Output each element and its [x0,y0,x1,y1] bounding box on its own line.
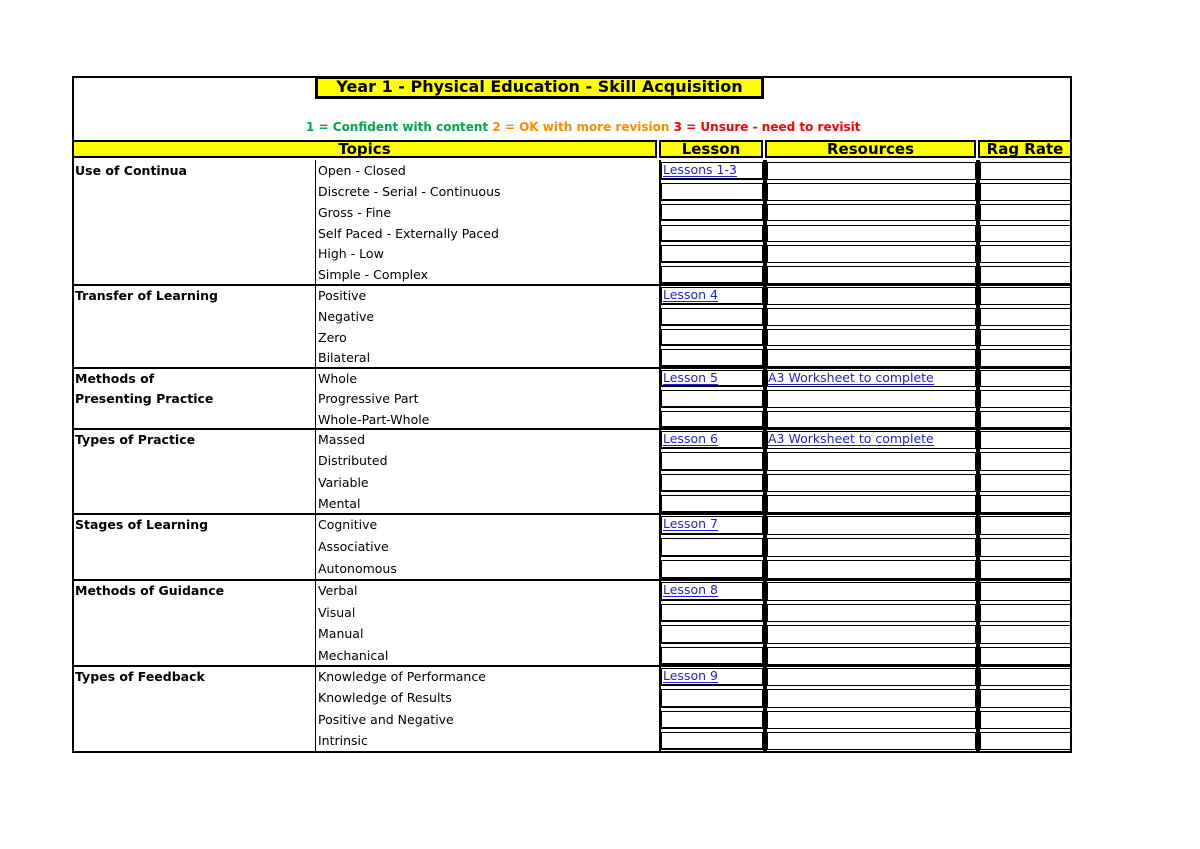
lesson-cell[interactable] [661,204,763,222]
lesson-link[interactable]: Lesson 4 [663,287,718,302]
topic-item: Zero [318,329,347,345]
topic-item: Discrete - Serial - Continuous [318,183,501,199]
rag-rate-cell[interactable] [980,495,1071,513]
header-topics: Topics [72,140,657,158]
lesson-cell[interactable] [661,308,763,326]
resources-cell[interactable] [767,411,976,428]
topic-item: Knowledge of Performance [318,669,486,684]
rag-rate-cell[interactable] [980,431,1071,449]
rag-rate-cell[interactable] [980,625,1071,644]
lesson-link[interactable]: Lesson 8 [663,582,718,597]
topic-item: Mechanical [318,647,389,663]
resources-cell[interactable] [767,689,976,707]
rag-rate-cell[interactable] [980,538,1071,557]
rag-rate-cell[interactable] [980,411,1071,428]
lesson-cell[interactable] [661,266,763,284]
resources-cell[interactable] [767,162,976,180]
category-label: Use of Continua [75,163,187,178]
rag-rate-cell[interactable] [980,329,1071,347]
rag-rate-cell[interactable] [980,390,1071,407]
lesson-link[interactable]: Lesson 7 [663,516,718,531]
resources-cell[interactable] [767,604,976,623]
lesson-cell[interactable] [661,732,763,750]
category-label: Types of Feedback [75,669,205,684]
lesson-cell[interactable] [661,689,763,707]
resources-cell[interactable] [767,204,976,222]
rag-rate-cell[interactable] [980,204,1071,222]
group-divider [72,513,1072,515]
resources-cell[interactable] [767,711,976,729]
resources-cell[interactable] [767,732,976,750]
topic-item: Associative [318,539,389,554]
lesson-link[interactable]: Lesson 6 [663,431,718,446]
topic-item: Whole-Part-Whole [318,411,430,427]
rag-rate-cell[interactable] [980,308,1071,326]
legend-confident: 1 = Confident with content [306,120,489,134]
topic-item: Progressive Part [318,391,419,407]
topic-item: Distributed [318,453,388,469]
header-resources: Resources [765,140,976,158]
group-divider [72,665,1072,667]
resources-cell[interactable] [767,582,976,601]
resources-cell[interactable] [767,647,976,666]
lesson-cell[interactable] [661,390,763,407]
category-label: Presenting Practice [75,391,214,407]
lesson-cell[interactable] [661,538,763,557]
topic-item: Mental [318,495,361,511]
sheet-title: Year 1 - Physical Education - Skill Acquisition [315,76,764,99]
lesson-cell[interactable] [661,495,763,513]
category-label: Transfer of Learning [75,288,218,303]
rag-rate-cell[interactable] [980,225,1071,243]
rag-rate-cell[interactable] [980,245,1071,263]
resources-cell[interactable] [767,266,976,284]
rag-rate-cell[interactable] [980,668,1071,686]
topic-item: Autonomous [318,561,397,576]
topic-item: Visual [318,604,356,620]
resource-link[interactable]: A3 Worksheet to complete [768,431,934,446]
resources-cell[interactable] [767,308,976,326]
rag-rate-cell[interactable] [980,474,1071,492]
lesson-cell[interactable] [661,349,763,367]
group-divider [72,367,1072,369]
category-label: Methods of [75,371,155,386]
topic-item: Positive and Negative [318,711,454,727]
lesson-cell[interactable] [661,225,763,243]
resources-cell[interactable] [767,183,976,201]
rag-rate-cell[interactable] [980,370,1071,387]
rag-rate-cell[interactable] [980,287,1071,305]
resources-cell[interactable] [767,474,976,492]
topic-item: Negative [318,308,375,324]
resources-cell[interactable] [767,349,976,367]
rag-rate-cell[interactable] [980,452,1071,470]
topic-item: Bilateral [318,350,371,366]
resources-cell[interactable] [767,329,976,347]
lesson-link[interactable]: Lesson 5 [663,370,718,385]
lesson-link[interactable]: Lesson 9 [663,668,718,683]
rag-rate-cell[interactable] [980,732,1071,750]
lesson-cell[interactable] [661,625,763,644]
topic-item: Manual [318,626,364,641]
lesson-cell[interactable] [661,183,763,201]
topic-item: Intrinsic [318,732,368,748]
group-divider [72,284,1072,286]
category-label: Types of Practice [75,432,196,447]
group-divider [72,579,1072,581]
header-rag-rate: Rag Rate [978,140,1072,158]
legend-unsure: 3 = Unsure - need to revisit [673,120,861,134]
resources-cell[interactable] [767,668,976,686]
rag-legend [306,120,861,134]
rag-rate-cell[interactable] [980,516,1071,535]
rag-rate-cell[interactable] [980,604,1071,623]
resource-link[interactable]: A3 Worksheet to complete [768,370,934,385]
group-divider [72,428,1072,430]
topic-item: Verbal [318,583,358,598]
lesson-cell[interactable] [661,560,763,579]
topic-item: Cognitive [318,517,378,532]
rag-rate-cell[interactable] [980,647,1071,666]
lesson-cell[interactable] [661,604,763,623]
topic-item: Whole [318,371,358,386]
rag-rate-cell[interactable] [980,162,1071,180]
rag-rate-cell[interactable] [980,183,1071,201]
topic-item: Knowledge of Results [318,690,452,706]
header-lesson: Lesson [659,140,763,158]
resources-cell[interactable] [767,538,976,557]
rag-rate-cell[interactable] [980,266,1071,284]
lesson-cell[interactable] [661,452,763,470]
resources-cell[interactable] [767,452,976,470]
resources-cell[interactable] [767,287,976,305]
lesson-cell[interactable] [661,647,763,666]
rag-rate-cell[interactable] [980,560,1071,579]
topic-item: Gross - Fine [318,204,392,220]
resources-cell[interactable] [767,516,976,535]
lesson-cell[interactable] [661,711,763,729]
resources-cell[interactable] [767,625,976,644]
legend-ok: 2 = OK with more revision [492,120,670,134]
rag-rate-cell[interactable] [980,582,1071,601]
rag-rate-cell[interactable] [980,349,1071,367]
lesson-link[interactable]: Lessons 1-3 [663,162,737,177]
lesson-cell[interactable] [661,329,763,347]
rag-rate-cell[interactable] [980,689,1071,707]
topic-item: Variable [318,474,369,490]
topic-item: Open - Closed [318,163,406,178]
topic-item: Simple - Complex [318,267,428,283]
resources-cell[interactable] [767,245,976,263]
lesson-cell[interactable] [661,474,763,492]
resources-cell[interactable] [767,560,976,579]
topic-item: Massed [318,432,366,447]
topic-item: High - Low [318,246,384,262]
resources-cell[interactable] [767,225,976,243]
category-label: Methods of Guidance [75,583,225,598]
resources-cell[interactable] [767,495,976,513]
topic-item: Self Paced - Externally Paced [318,225,499,241]
rag-rate-cell[interactable] [980,711,1071,729]
lesson-cell[interactable] [661,245,763,263]
resources-cell[interactable] [767,390,976,407]
category-label: Stages of Learning [75,517,209,532]
lesson-cell[interactable] [661,411,763,428]
topic-item: Positive [318,288,367,303]
